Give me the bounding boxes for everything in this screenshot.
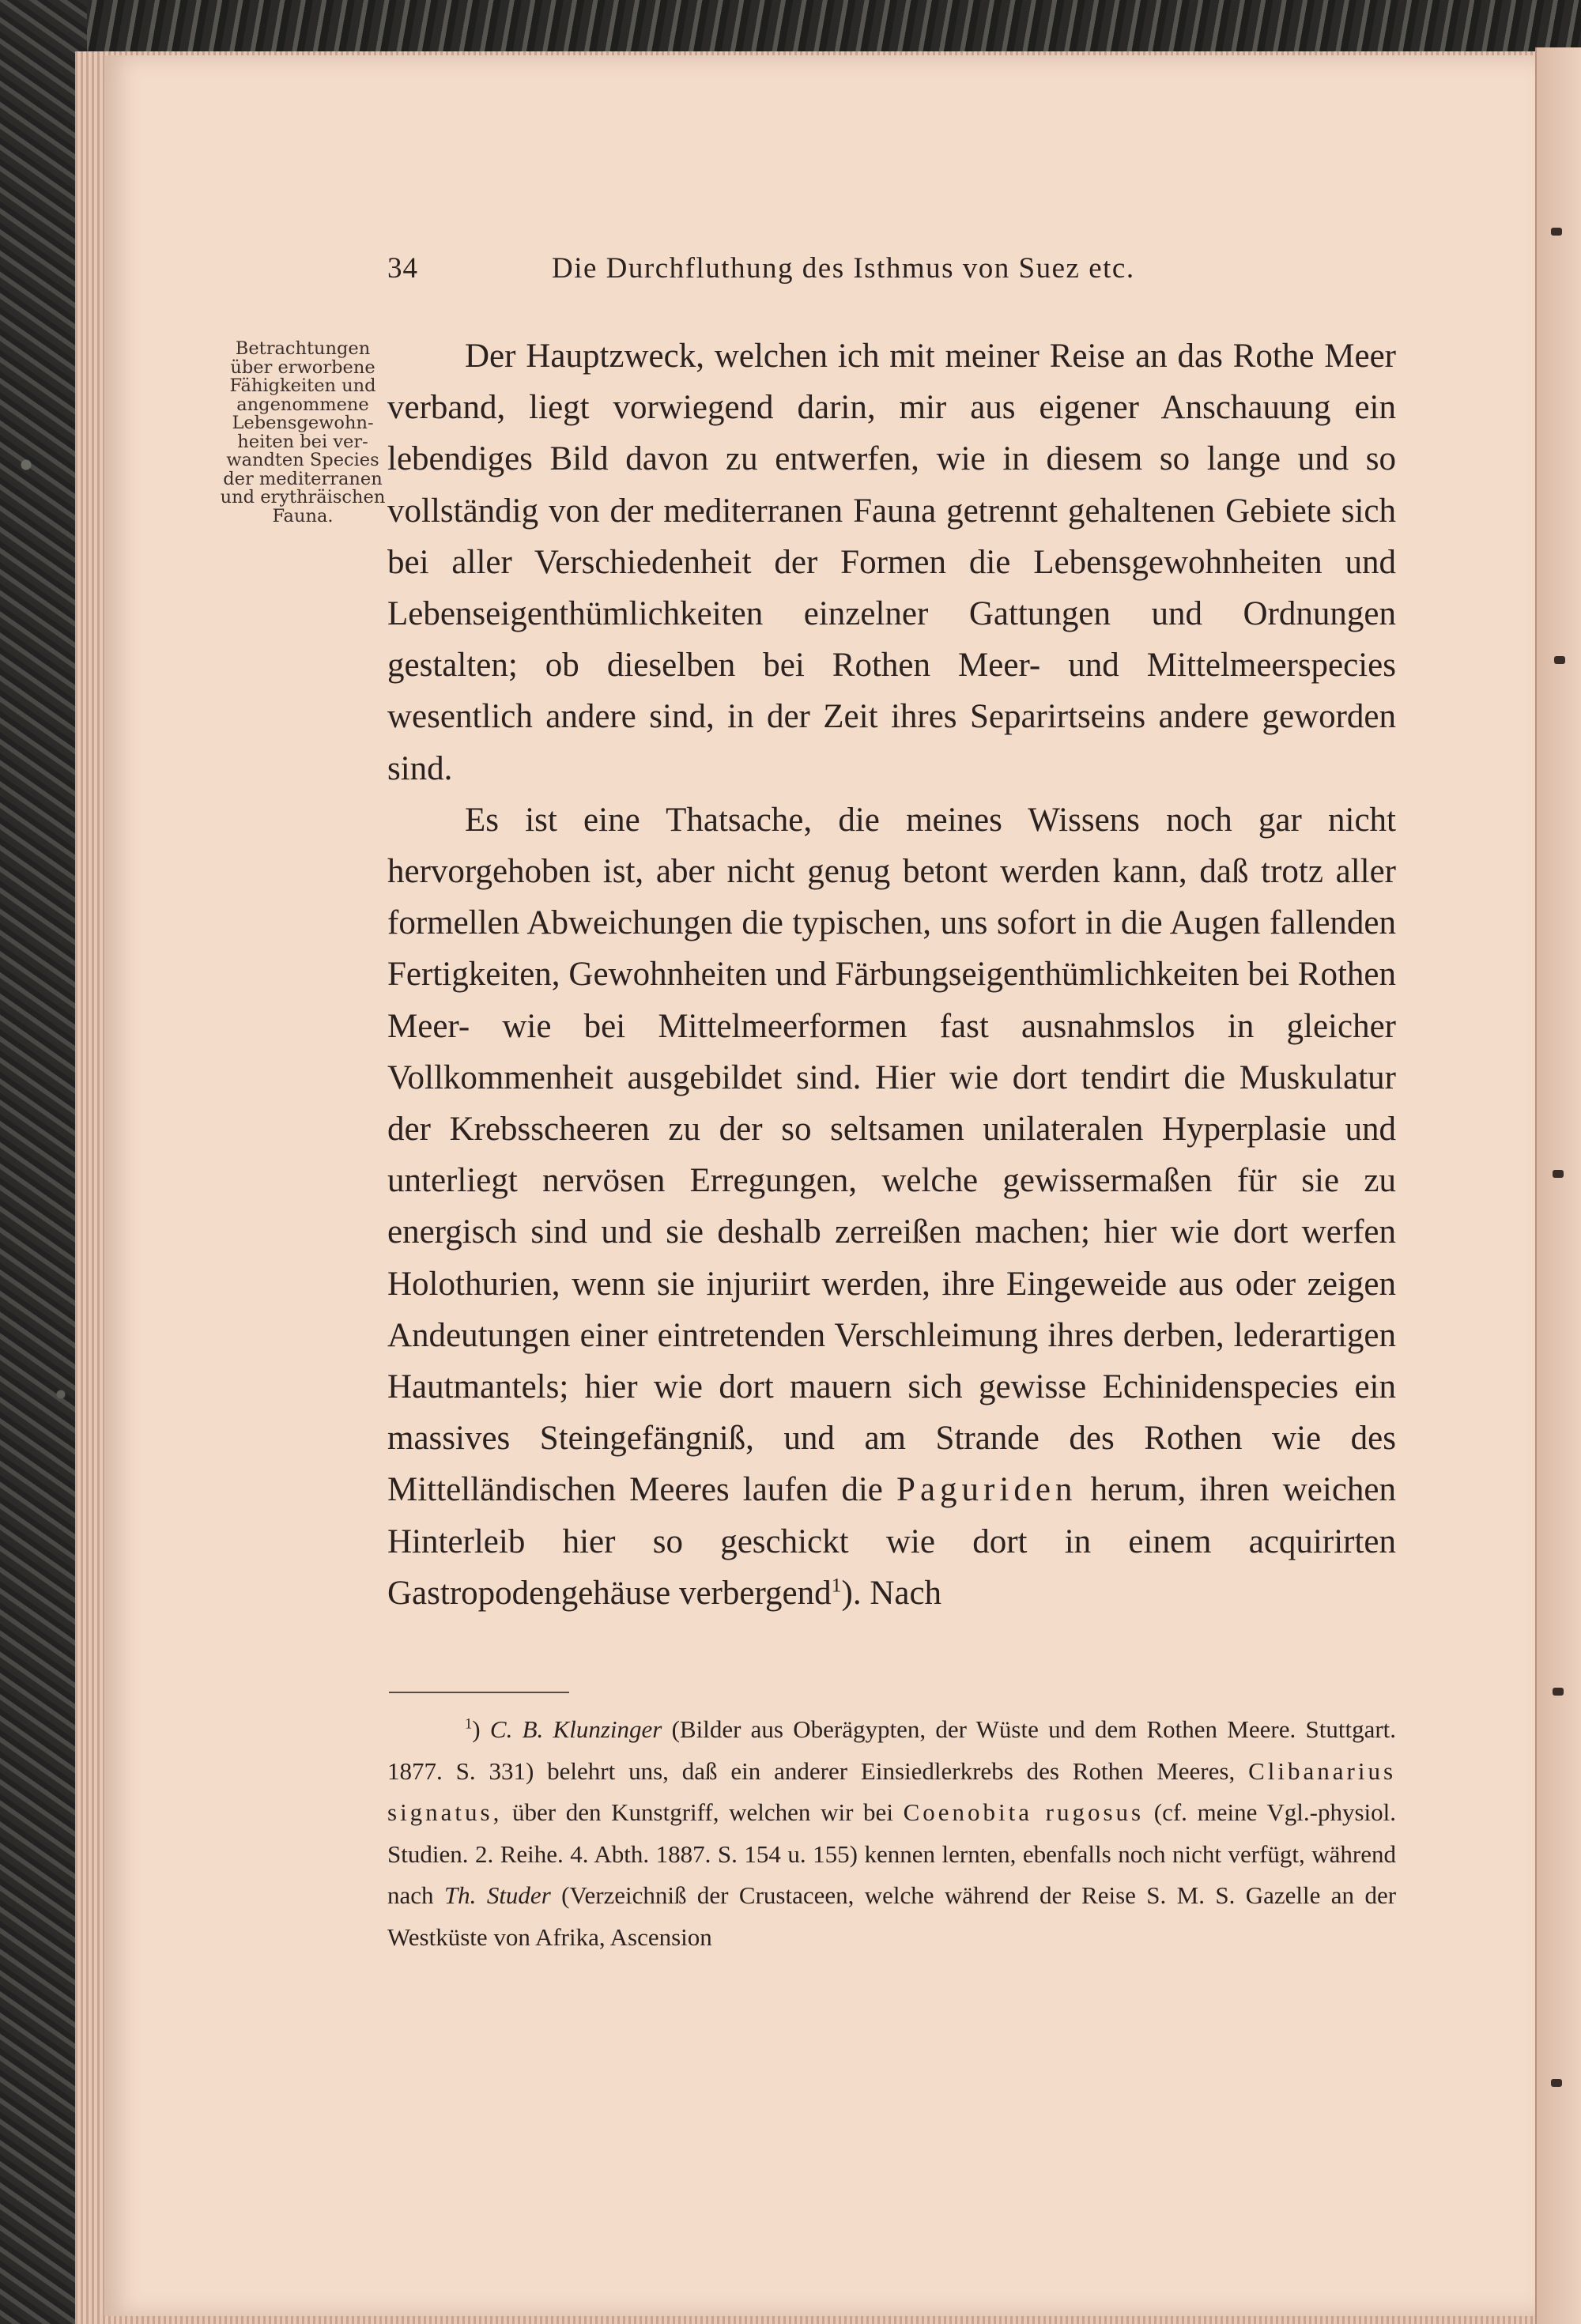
margin-note-line: Betrachtungen [235,338,371,359]
footnote [387,1709,1396,1958]
paragraph-2-text: ). Nach [841,1574,942,1612]
footnote-text: über den Kunstgriff, welchen wir bei [512,1798,893,1826]
facing-page-edge [1535,47,1581,2324]
footnote-species: Coenobita rugosus [903,1798,1145,1826]
page-mark [1551,2079,1562,2087]
footnote-marker: 1 [465,1715,473,1733]
footnote-marker-paren: ) [472,1715,481,1743]
page-number: 34 [387,252,418,285]
footnote-species: Clibanarius signatus, [387,1756,1397,1826]
footnote-author: C. B. Klunzinger [489,1715,662,1743]
footnote-reference: 1 [831,1573,842,1597]
running-header [387,251,1399,299]
footnote-author: Th. Studer [443,1881,551,1909]
page-mark [1551,228,1562,236]
margin-note-line: Lebensgewohn- [232,413,374,433]
page-mark [1554,656,1565,664]
footnote-text: (cf. meine Vgl.-physiol. Studien. 2. Reihe. 4. Abth. 1887. S. 154 u. 155) kennen lernten, ebenfalls noch nicht verfügt, während nach [387,1798,1397,1909]
footnote-rule [389,1692,569,1693]
margin-note-line: über erworbene [230,357,375,378]
margin-note-line: Fauna. [272,505,334,526]
paragraph-1: Der Hauptzweck, welchen ich mit meiner Reise an das Rothe Meer verband, liegt vorwiegend darin, mir aus eigener Anschauung ein lebendiges Bild davon zu entwerfen, wie in diesem so lange und so vollständig von der mediterranen Fauna getrennt gehaltenen Gebiete sich bei aller Verschiedenheit der Formen die Lebensgewohnheiten und Lebenseigenthümlichkeiten einzelner Gattungen und Ordnungen gestalten; ob dieselben bei Rothen Meer- und Mittelmeerspecies wesentlich andere sind, in der Zeit ihres Separirtseins andere geworden sind. [387,338,1396,787]
book-board-left [0,0,87,2324]
margin-note-line: heiten bei ver- [237,431,368,452]
footnote-text: (Verzeichniß der Crustaceen, welche während der Reise S. M. S. Gazelle an der Westküste von Afrika, Ascension [387,1881,1397,1951]
margin-note-line: wandten Species [226,450,379,470]
running-title: Die Durchfluthung des Isthmus von Suez etc. [552,252,1135,285]
paragraph-2 [387,794,1396,1619]
paragraph-2-text: herum, ihren weichen Hinterleib hier so geschickt wie dort in einem acquirirten Gastropodengehäuse verbergend [387,1471,1397,1612]
margin-note-line: Fähigkeiten und [229,375,376,396]
margin-note-line: angenommene [236,394,369,415]
footnote-paragraph [387,1709,1396,1958]
page-mark [1553,1688,1564,1696]
margin-note-line: der mediterranen [223,468,383,489]
paragraph-2-text: Es ist eine Thatsache, die meines Wissens noch gar nicht hervorgehoben ist, aber nicht genug betont werden kann, daß trotz aller formellen Abweichungen die typischen, uns sofort in die Augen fallenden Fertigkeiten, Gewohnheiten und Färbungseigenthümlichkeiten bei Rothen Meer- wie bei Mittelmeerformen fast ausnahmslos in gleicher Vollkommenheit ausgebildet sind. Hier wie dort tendirt die Muskulatur der Krebsscheeren zu der so seltsamen unilateralen Hyperplasie und unterliegt nervösen Erregungen, welche gewissermaßen für sie zu energisch sind und sie deshalb zerreißen machen; hier wie dort werfen Holothurien, wenn sie injuriirt werden, ihre Eingeweide aus oder zeigen Andeutungen einer eintretenden Verschleimung ihres derben, lederartigen Hautmantels; hier wie dort mauern sich gewisse Echinidenspecies ein massives Steingefängniß, und am Strande des Rothen wie des Mittelländischen Meeres laufen die [387,801,1396,1509]
footnote-text: (Bilder aus Oberägypten, der Wüste und dem Rothen Meere. Stuttgart. 1877. S. 331) belehrt uns, daß ein anderer Einsiedlerkrebs des Rothen Meeres, [387,1715,1397,1785]
spaced-term: Paguriden [896,1471,1077,1509]
margin-note [215,340,391,526]
margin-note-line: und erythräischen [220,487,386,507]
page-mark [1553,1170,1564,1178]
main-text [387,330,1396,1619]
